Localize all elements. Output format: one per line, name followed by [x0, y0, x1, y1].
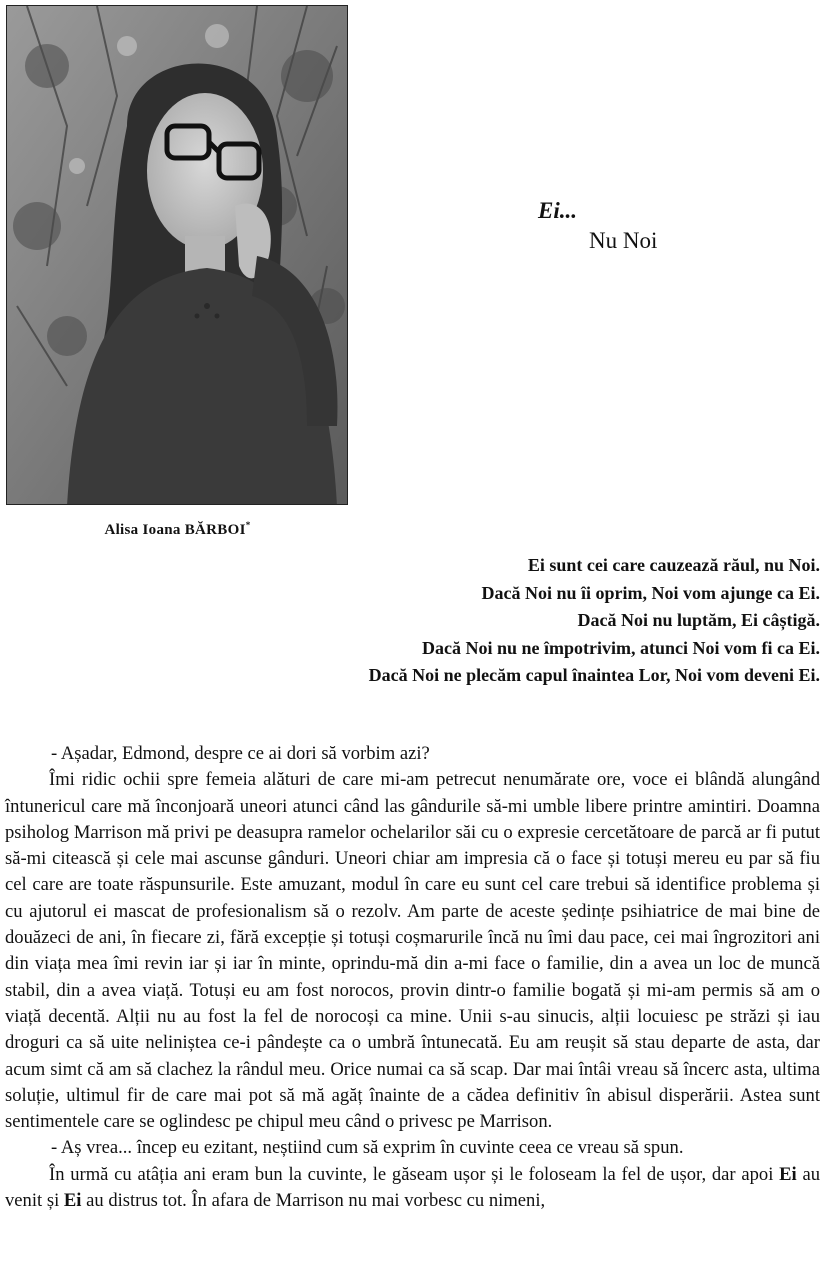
title-main: Ei... [538, 198, 577, 223]
epigraph-line: Dacă Noi nu îi oprim, Noi vom ajunge ca Ei. [481, 582, 820, 603]
paragraph-narrative-2 [5, 1162, 820, 1215]
paragraph-text: au distrus tot. În afara de Marrison nu mai vorbesc cu nimeni, [81, 1190, 546, 1212]
epigraph [369, 552, 820, 690]
author-portrait-photo [6, 5, 348, 505]
poem-title [538, 196, 657, 256]
title-subtitle: Nu Noi [589, 228, 658, 253]
paragraph-text: au venit și [5, 1163, 820, 1212]
author-footnote-mark: * [245, 520, 251, 530]
paragraph-narrative-1: Îmi ridic ochii spre femeia alături de care mi-am petrecut nenumărate ore, voce ei blândă alungând întunericul care mă înconjoară uneori atunci când las gândurile să-mi umble libere printre amintiri. Doamna psiholog Marrison mă privi pe deasupra ramelor ochelarilor săi cu o expresie cercetătoare de parcă ar fi putut să-mi citească și cele mai ascunse gânduri. Uneori chiar am impresia că o face și totuși mereu eu par să fiu cel care are toate răspunsurile. Este amuzant, modul în care eu sunt cel care trebui să identifice problema și cu ajutorul ei mascat de profesionalism să o rezolv. Am parte de aceste ședințe psihiatrice de mai bine de douăzeci de ani, în fiecare zi, fără excepție și totuși coșmarurile încă nu îmi dau pace, cei mai îngrozitori ani din viața mea îmi revin iar și iar în minte, oprindu-mă din a-mi face o familie, din a avea un loc de muncă stabil, din a avea viață. Totuși eu am fost norocos, provin dintr-o familie bogată și mi-am permis să am o viață decentă. Alții nu au fost la fel de norocoși ca mine. Unii s-au sinucis, alții locuiesc pe străzi și iau droguri ca să uite neliniștea ce-i pândește ca o umbră întunecată. Eu am reușit să stau departe de asta, dar acum simt că am să clachez la rândul meu. Orice numai ca să scap. Dar mai întâi vreau să încerc asta, ultima soluție, ultimul fir de care mai pot să mă agăț înainte de a cădea definitiv în abisul disperării. Astea sunt sentimentele care se oglindesc pe chipul meu când o privesc pe Marrison. [5, 769, 820, 1133]
author-name [0, 520, 355, 539]
portrait-photo-image [7, 6, 348, 505]
epigraph-line: Dacă Noi nu ne împotrivim, atunci Noi vom fi ca Ei. [422, 637, 820, 658]
emphasis-ei: Ei [63, 1190, 82, 1212]
paragraph-dialog-1: - Așadar, Edmond, despre ce ai dori să vorbim azi? [51, 743, 430, 764]
story-body [5, 741, 820, 1214]
paragraph-dialog-2: - Aș vrea... încep eu ezitant, neștiind cum să exprim în cuvinte ceea ce vreau să spun. [51, 1137, 684, 1159]
author-name-text: Alisa Ioana BĂRBOI [104, 522, 246, 538]
epigraph-line: Dacă Noi nu luptăm, Ei câștigă. [577, 610, 820, 630]
emphasis-ei: Ei [779, 1163, 797, 1185]
epigraph-line: Dacă Noi ne plecăm capul înaintea Lor, Noi vom deveni Ei. [368, 665, 820, 685]
paragraph-text: În urmă cu atâția ani eram bun la cuvinte, le găseam ușor și le foloseam la fel de ușor, dar apoi [49, 1163, 780, 1185]
epigraph-line: Ei sunt cei care cauzează răul, nu Noi. [527, 555, 820, 575]
